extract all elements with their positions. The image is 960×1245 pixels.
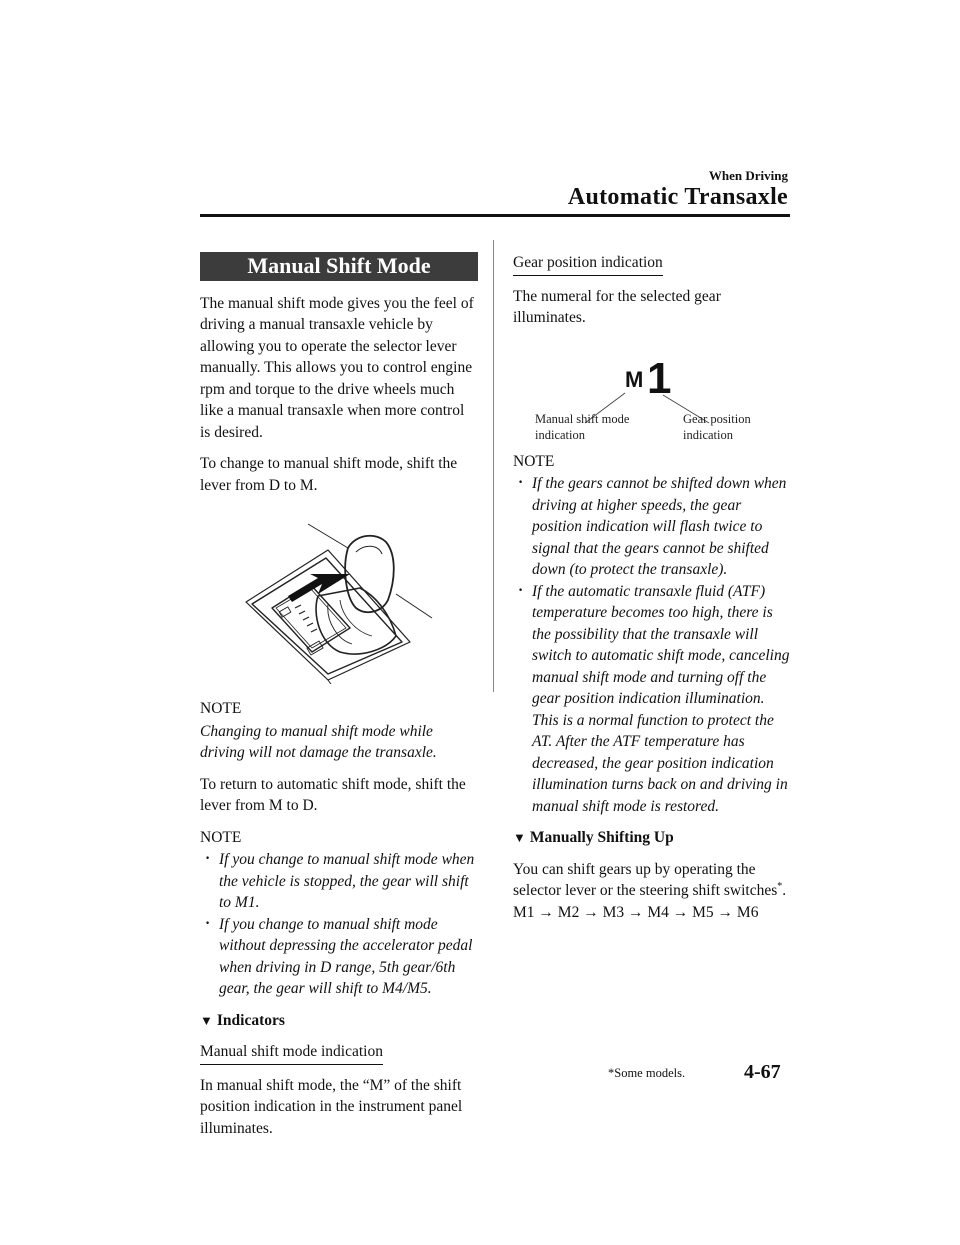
note-label-2: NOTE [200,828,242,846]
gear-position-text: The numeral for the selected gear illuminates. [513,287,721,326]
note-list [200,849,478,1000]
gear-number: 1 [647,353,672,403]
gear-position-heading: Gear position indication [513,252,663,276]
note-item: · If the gears cannot be shifted down when driving at higher speeds, the gear position indication will flash twice to signal that the gears cannot be shifted down (to protect the transaxle). [513,473,791,581]
manual-shift-indication-heading: Manual shift mode indication [200,1041,383,1065]
shift-up-body: You can shift gears up by operating the selector lever or the steering shift switches [513,860,778,899]
fig-label-mode-1: Manual shift mode [535,411,630,426]
shift-lever-illustration [200,504,478,684]
fig-label-gear-1: Gear position [683,411,751,426]
fig-label-gear-2: indication [683,427,733,439]
indicators-subheading [200,1010,478,1032]
triangle-down-icon: ▼ [200,1012,213,1028]
left-column [200,252,478,1149]
page-number: 4-67 [744,1061,781,1083]
gear-indicator-diagram [513,339,791,439]
shift-up-text [513,859,791,902]
shift-up-period: . [782,882,787,899]
fig-label-mode-2: indication [535,427,585,439]
note-text: Changing to manual shift mode while driving will not damage the transaxle. [200,722,437,761]
right-column [513,252,791,933]
note-item: · If the automatic transaxle fluid (ATF) temperature becomes too high, there is the possibility that the transaxle will switch to automatic shift mode, canceling manual shift mode and turning off the gear position indication illumination. This is a normal function to protect the AT. After the ATF temperature has decreased, the gear position indication illumination turns back on and driving in manual shift mode is restored. [513,581,791,818]
intro-paragraph: The manual shift mode gives you the feel of driving a manual transaxle vehicle by allowing you to operate the selector lever manually. This allows you to control engine rpm and torque to the drive wheels much like a manual transaxle when more control is desired. [200,294,474,441]
header-chapter-title: Automatic Transaxle [567,184,788,210]
note-label-3: NOTE [513,452,555,470]
return-instruction: To return to automatic shift mode, shift the lever from M to D. [200,775,466,814]
shift-up-heading-text: Manually Shifting Up [529,829,674,846]
footnote-mark: * [777,880,783,892]
header-rule [200,214,790,217]
change-instruction: To change to manual shift mode, shift the lever from D to M. [200,455,458,494]
manual-shift-indication-text: In manual shift mode, the “M” of the shift position indication in the instrument panel illuminates. [200,1076,463,1137]
note-label: NOTE [200,700,242,717]
triangle-down-icon: ▼ [513,830,526,845]
shift-up-subheading [513,827,791,849]
gear-sequence: M1 → M2 → M3 → M4 → M5 → M6 [513,903,759,921]
column-divider [493,240,494,692]
note-item: · If you change to manual shift mode without depressing the accelerator pedal when driving in D range, 5th gear/6th gear, the gear will shift to M4/M5. [200,914,478,1000]
mode-letter: M [625,366,644,392]
indicators-heading-text: Indicators [216,1011,285,1029]
footnote: *Some models. [608,1066,686,1080]
note-item: · If you change to manual shift mode when the vehicle is stopped, the gear will shift to M1. [200,849,478,914]
header-section-label: When Driving [708,168,788,183]
section-banner: Manual Shift Mode [200,252,478,281]
note-list-2 [513,473,791,817]
